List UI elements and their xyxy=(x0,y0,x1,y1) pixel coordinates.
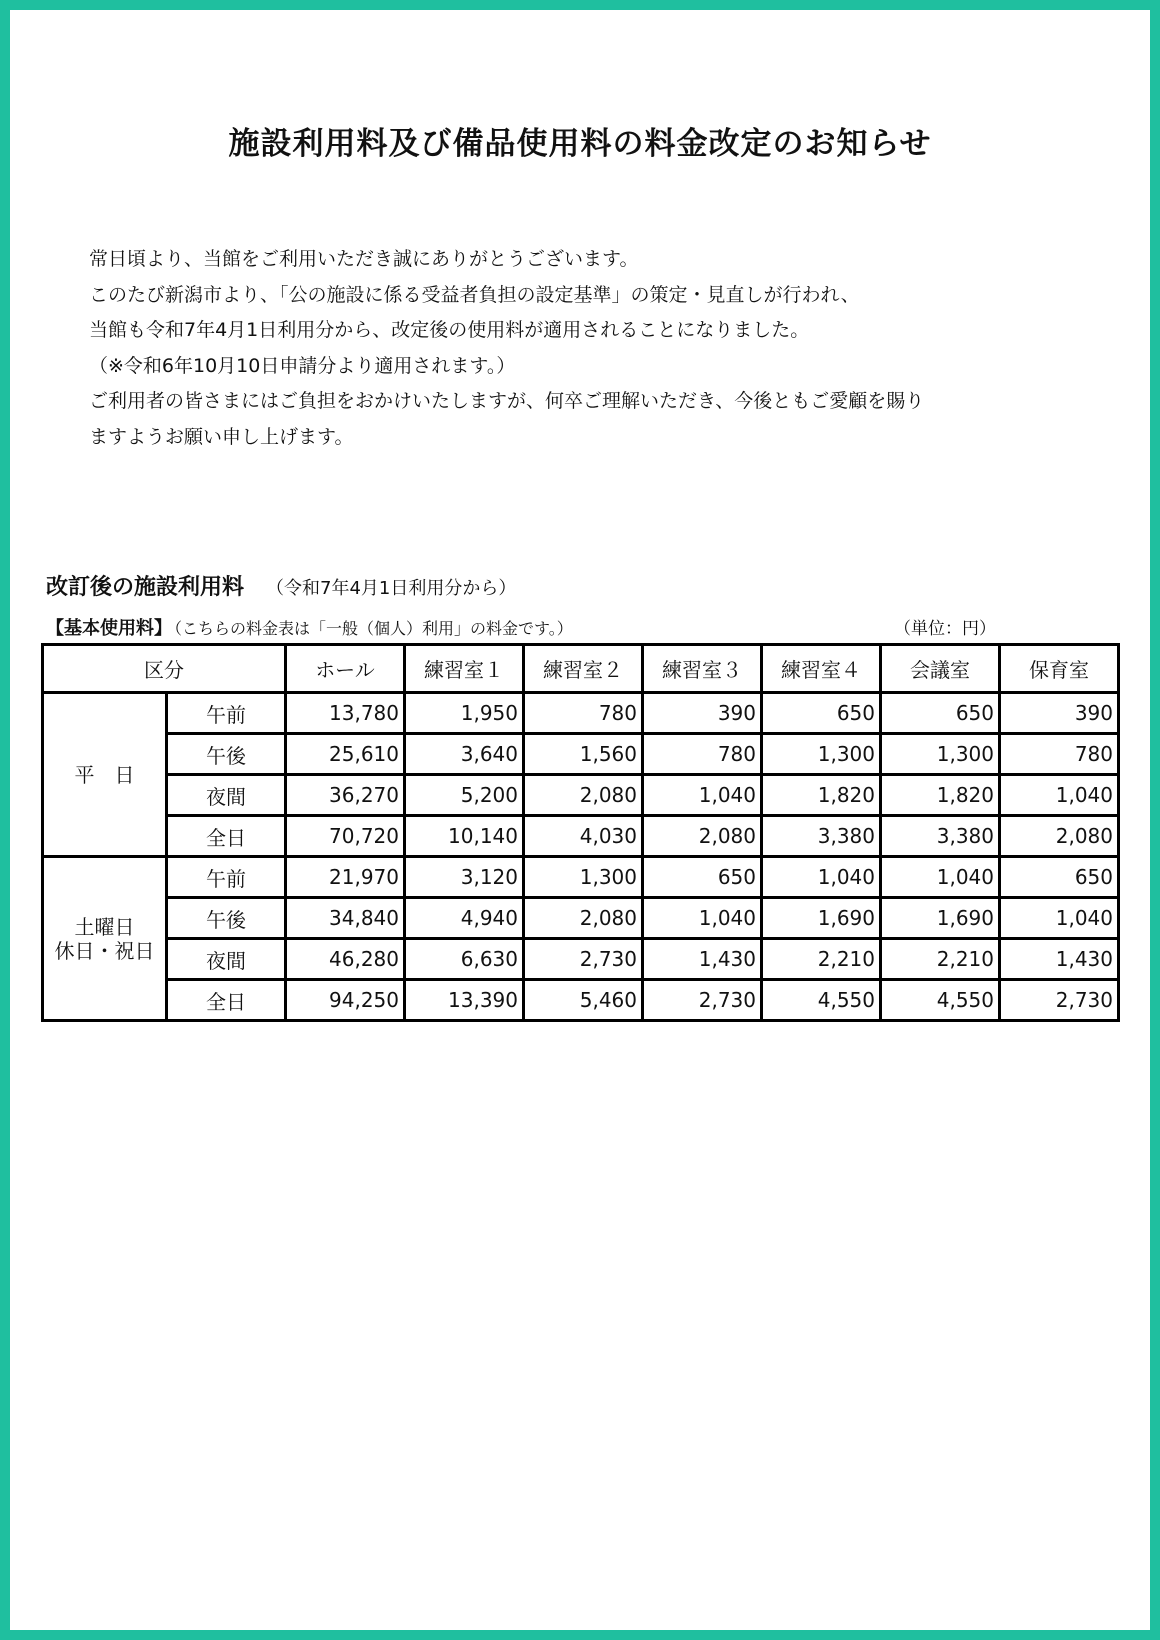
basic-fee-caption xyxy=(46,614,1116,640)
fee-cell: 1,690 xyxy=(762,898,881,939)
fee-cell: 780 xyxy=(1000,734,1119,775)
intro-line: ますようお願い申し上げます。 xyxy=(89,425,354,448)
fee-cell: 2,730 xyxy=(1000,980,1119,1021)
fee-cell: 1,950 xyxy=(405,693,524,734)
fee-cell: 2,730 xyxy=(643,980,762,1021)
fee-cell: 13,390 xyxy=(405,980,524,1021)
table-row xyxy=(43,939,1119,980)
fee-cell: 780 xyxy=(524,693,643,734)
fee-cell: 1,820 xyxy=(762,775,881,816)
fee-cell: 390 xyxy=(643,693,762,734)
period-cell: 午前 xyxy=(167,857,286,898)
fee-cell: 2,080 xyxy=(1000,816,1119,857)
fee-cell: 94,250 xyxy=(286,980,405,1021)
fee-cell: 780 xyxy=(643,734,762,775)
table-row xyxy=(43,980,1119,1021)
fee-table xyxy=(41,643,1120,1022)
header-meeting-room: 会議室 xyxy=(881,645,1000,693)
section-title: 改訂後の施設利用料 xyxy=(46,575,245,600)
fee-cell: 3,640 xyxy=(405,734,524,775)
fee-cell: 1,690 xyxy=(881,898,1000,939)
basic-fee-label: 【基本使用料】 xyxy=(46,618,172,639)
fee-cell: 36,270 xyxy=(286,775,405,816)
fee-cell: 5,460 xyxy=(524,980,643,1021)
fee-cell: 1,430 xyxy=(643,939,762,980)
fee-cell: 4,550 xyxy=(881,980,1000,1021)
intro-line: 常日頃より、当館をご利用いただき誠にありがとうございます。 xyxy=(89,248,639,270)
fee-cell: 1,560 xyxy=(524,734,643,775)
group-label-line2: 休日・祝日 xyxy=(54,938,155,963)
fee-cell: 4,030 xyxy=(524,816,643,857)
section-heading xyxy=(46,570,516,601)
intro-line: 当館も令和7年4月1日利用分から、改定後の使用料が適用されることになりました。 xyxy=(89,319,810,341)
period-cell: 夜間 xyxy=(167,939,286,980)
fee-cell: 46,280 xyxy=(286,939,405,980)
fee-cell: 4,940 xyxy=(405,898,524,939)
fee-cell: 2,080 xyxy=(524,775,643,816)
fee-cell: 650 xyxy=(762,693,881,734)
fee-cell: 21,970 xyxy=(286,857,405,898)
intro-text xyxy=(89,242,1089,455)
fee-cell: 25,610 xyxy=(286,734,405,775)
fee-cell: 70,720 xyxy=(286,816,405,857)
fee-cell: 13,780 xyxy=(286,693,405,734)
fee-cell: 34,840 xyxy=(286,898,405,939)
fee-cell: 6,630 xyxy=(405,939,524,980)
intro-line: このたび新潟市より、「公の施設に係る受益者負担の設定基準」の策定・見直しが行われ、 xyxy=(89,283,860,306)
section-note: （令和7年4月1日利用分から） xyxy=(266,578,517,599)
fee-cell: 1,430 xyxy=(1000,939,1119,980)
fee-cell: 1,300 xyxy=(524,857,643,898)
fee-cell: 3,120 xyxy=(405,857,524,898)
fee-cell: 1,820 xyxy=(881,775,1000,816)
fee-cell: 1,040 xyxy=(643,775,762,816)
fee-cell: 1,040 xyxy=(1000,898,1119,939)
fee-cell: 2,080 xyxy=(524,898,643,939)
header-practice-room-3: 練習室３ xyxy=(643,645,762,693)
header-practice-room-4: 練習室４ xyxy=(762,645,881,693)
fee-cell: 2,210 xyxy=(762,939,881,980)
fee-cell: 1,040 xyxy=(881,857,1000,898)
fee-cell: 650 xyxy=(1000,857,1119,898)
fee-cell: 4,550 xyxy=(762,980,881,1021)
fee-cell: 2,730 xyxy=(524,939,643,980)
period-cell: 夜間 xyxy=(167,775,286,816)
table-header-row xyxy=(43,645,1119,693)
group-label: 平 日 xyxy=(74,762,135,787)
unit-label: （単位：円） xyxy=(894,619,996,639)
fee-cell: 1,040 xyxy=(762,857,881,898)
table-row xyxy=(43,898,1119,939)
intro-line: （※令和6年10月10日申請分より適用されます。） xyxy=(89,354,516,377)
period-cell: 午前 xyxy=(167,693,286,734)
header-nursery-room: 保育室 xyxy=(1000,645,1119,693)
header-category: 区分 xyxy=(43,645,286,693)
table-row xyxy=(43,734,1119,775)
fee-cell: 650 xyxy=(643,857,762,898)
header-practice-room-1: 練習室１ xyxy=(405,645,524,693)
intro-line: ご利用者の皆さまにはご負担をおかけいたしますが、何卒ご理解いただき、今後ともご愛顧を賜り xyxy=(89,390,925,412)
group-label: 土曜日 xyxy=(74,914,135,939)
header-hall: ホール xyxy=(286,645,405,693)
fee-cell: 390 xyxy=(1000,693,1119,734)
fee-cell: 1,040 xyxy=(1000,775,1119,816)
fee-cell: 2,080 xyxy=(643,816,762,857)
fee-cell: 1,040 xyxy=(643,898,762,939)
table-row xyxy=(43,775,1119,816)
group-weekend-holiday xyxy=(43,857,167,1021)
table-row xyxy=(43,693,1119,734)
fee-cell: 1,300 xyxy=(881,734,1000,775)
page-title: 施設利用料及び備品使用料の料金改定のお知らせ xyxy=(228,126,932,162)
period-cell: 午後 xyxy=(167,734,286,775)
fee-cell: 5,200 xyxy=(405,775,524,816)
fee-cell: 1,300 xyxy=(762,734,881,775)
table-row xyxy=(43,857,1119,898)
period-cell: 全日 xyxy=(167,816,286,857)
fee-cell: 10,140 xyxy=(405,816,524,857)
period-cell: 全日 xyxy=(167,980,286,1021)
header-practice-room-2: 練習室２ xyxy=(524,645,643,693)
period-cell: 午後 xyxy=(167,898,286,939)
basic-fee-note: （こちらの料金表は「一般（個人）利用」の料金です。） xyxy=(174,619,573,638)
fee-cell: 650 xyxy=(881,693,1000,734)
fee-cell: 3,380 xyxy=(881,816,1000,857)
fee-cell: 3,380 xyxy=(762,816,881,857)
group-weekday xyxy=(43,693,167,857)
table-row xyxy=(43,816,1119,857)
fee-cell: 2,210 xyxy=(881,939,1000,980)
